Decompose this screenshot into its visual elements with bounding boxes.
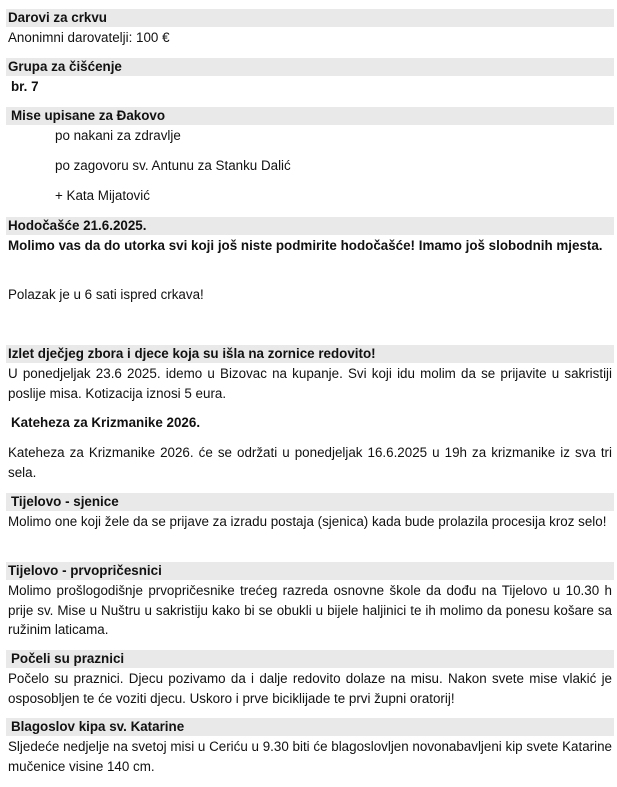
donations-text: Anonimni darovatelji: 100 € — [8, 30, 170, 45]
pilgrimage-departure: Polazak je u 6 sati ispred crkava! — [8, 287, 204, 302]
trip-text: U ponedjeljak 23.6 2025. idemo u Bizovac na kupanje. Svi koji idu molim da se prijavite u sakristiji poslije misa. Kotizacija iznosi 5 eura. — [8, 366, 612, 401]
corpus-communicants-heading: Tijelovo - prvopričesnici — [6, 562, 614, 580]
corpus-communicants-text: Molimo prošlogodišnje prvopričesnike trećeg razreda osnovne škole da dođu na Tijelovo u 10.30 h prije sv. Mise u Nuštru u sakristiju kako bi se obukli u bijele haljinici te ih molimo da ponesu košare sa ružinim laticama. — [8, 583, 612, 637]
mass-intention-item: po nakani za zdravlje — [55, 128, 181, 143]
holidays-heading: Počeli su praznici — [6, 650, 614, 668]
pilgrimage-heading: Hodočašće 21.6.2025. — [6, 217, 614, 235]
holidays-text: Počelo su praznici. Djecu pozivamo da i dalje redovito dolaze na misu. Nakon svete mise vlakić je osposobljen te će voziti djecu. Uskoro i prve biciklijade te prvi župni oratorij! — [8, 671, 612, 706]
masses-heading: Mise upisane za Đakovo — [6, 107, 614, 125]
pilgrimage-notice: Molimo vas da do utorka svi koji još niste podmirite hodočašće! Imamo još slobodnih mjesta. — [8, 238, 603, 253]
cleaning-heading: Grupa za čišćenje — [6, 58, 614, 76]
catechesis-text: Kateheza za Krizmanike 2026. će se održati u ponedjeljak 16.6.2025 u 19h za krizmanike iz sva tri sela. — [8, 445, 612, 480]
blessing-heading: Blagoslov kipa sv. Katarine — [6, 718, 614, 736]
corpus-booths-heading: Tijelovo - sjenice — [6, 493, 614, 511]
cleaning-text: br. 7 — [11, 79, 39, 94]
mass-intention-item: + Kata Mijatović — [55, 188, 150, 203]
trip-heading: Izlet dječjeg zbora i djece koja su išla na zornice redovito! — [6, 345, 614, 363]
corpus-booths-text: Molimo one koji žele da se prijave za izradu postaja (sjenica) kada bude prolazila procesija kroz selo! — [8, 514, 607, 529]
catechesis-heading: Kateheza za Krizmanike 2026. — [6, 414, 614, 432]
blessing-text: Sljedeće nedjelje na svetoj misi u Ceriću u 9.30 biti će blagoslovljen novonabavljeni kip svete Katarine mučenice visine 140 cm. — [8, 739, 612, 774]
mass-intention-item: po zagovoru sv. Antunu za Stanku Dalić — [55, 158, 291, 173]
donations-heading: Darovi za crkvu — [6, 9, 614, 27]
